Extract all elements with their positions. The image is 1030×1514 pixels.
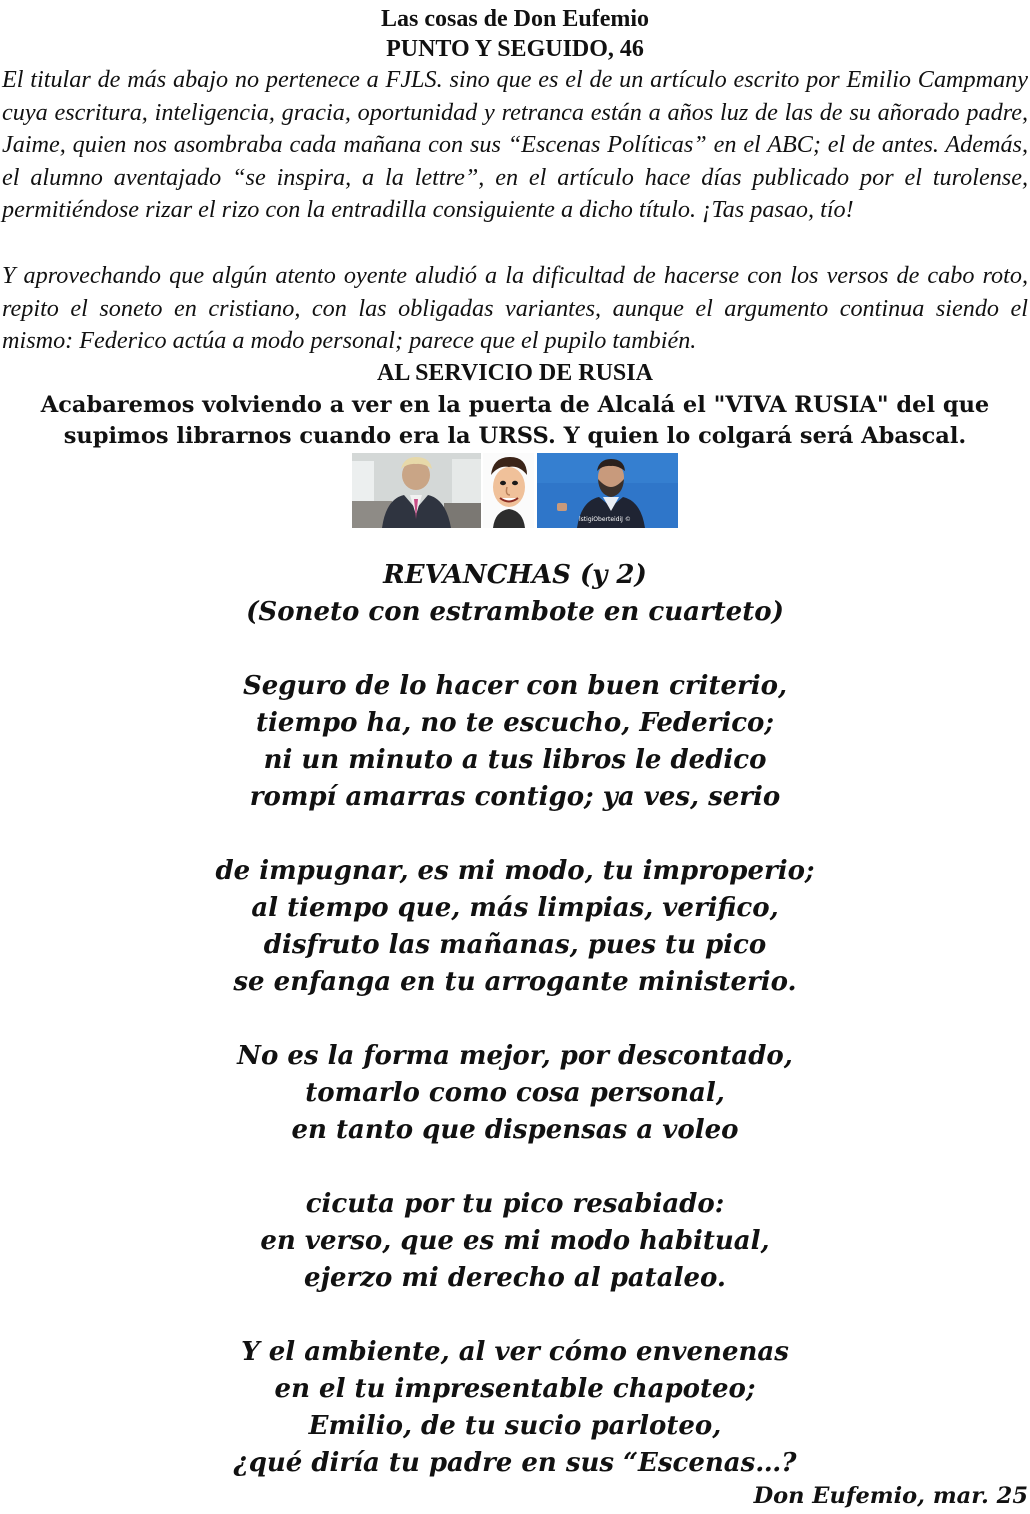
series-title: Las cosas de Don Eufemio [380, 6, 650, 32]
signature: Don Eufemio, mar. 25 [753, 1483, 1028, 1509]
verse: tomarlo como cosa personal, [305, 1078, 725, 1108]
verse: ejerzo mi derecho al pataleo. [304, 1263, 726, 1293]
photo-bearded-man [537, 453, 678, 528]
poem-title: REVANCHAS (y 2) [383, 560, 647, 590]
caricature-image [483, 453, 534, 528]
headline-subtitle: Acabaremos volviendo a ver en la puerta de Alcalá el "VIVA RUSIA" del que supimos librarnos cuando era la URSS. Y quien lo colgará será Abascal. [40, 392, 990, 449]
verse: se enfanga en tu arrogante ministerio. [233, 967, 797, 997]
poem-stanza-4 [0, 1186, 1030, 1297]
verse: en el tu impresentable chapoteo; [274, 1374, 756, 1404]
verse: de impugnar, es mi modo, tu improperio; [215, 856, 815, 886]
poem-stanza-1 [0, 668, 1030, 816]
verse: cicuta por tu pico resabiado: [305, 1189, 725, 1219]
intro-paragraph-1: El titular de más abajo no pertenece a FJLS. sino que es el de un artículo escrito por Emilio Campmany cuya escritura, inteligencia, gracia, oportunidad y retranca están a años luz de las de su añorado padre, Jaime, quien nos asombraba cada mañana con sus “Escenas Políticas” en el ABC; el de antes. Además, el alumno aventajado “se inspira, a la lettre”, en el artículo hace días publicado por el turolense, permitiéndose rizar el rizo con la entradilla consiguiente a dicho título. ¡Tas pasao, tío! [2, 66, 1028, 223]
verse: rompí amarras contigo; ya ves, serio [249, 782, 781, 812]
verse: Seguro de lo hacer con buen criterio, [242, 671, 788, 701]
poem-stanza-5 [0, 1334, 1030, 1482]
photo-man-in-suit-image [352, 453, 481, 528]
verse: ni un minuto a tus libros le dedico [263, 745, 767, 775]
verse: Y el ambiente, al ver cómo envenenas [241, 1337, 789, 1367]
verse: Emilio, de tu sucio parloteo, [308, 1411, 722, 1441]
verse: disfruto las mañanas, pues tu pico [263, 930, 767, 960]
verse: No es la forma mejor, por descontado, [237, 1041, 793, 1071]
photo-man-in-suit [352, 453, 481, 528]
verse: en verso, que es mi modo habitual, [260, 1226, 770, 1256]
verse: tiempo ha, no te escucho, Federico; [255, 708, 774, 738]
verse: ¿qué diría tu padre en sus “Escenas…? [233, 1448, 797, 1478]
photo-3-caption: lstigiOberteidiJ © [579, 516, 631, 523]
poem-subtitle: (Soneto con estrambote en cuarteto) [246, 597, 784, 627]
verse: al tiempo que, más limpias, verifico, [251, 893, 779, 923]
intro-paragraph-2: Y aprovechando que algún atento oyente aludió a la dificultad de hacerse con los versos de cabo roto, repito el soneto en cristiano, con las obligadas variantes, aunque el argumento continua siendo el mismo: Federico actúa a modo personal; parece que el pupilo también. [2, 262, 1028, 354]
photo-caricature [483, 453, 534, 528]
poem-stanza-3 [0, 1038, 1030, 1149]
issue-title: PUNTO Y SEGUIDO, 46 [386, 36, 644, 62]
headline-title: AL SERVICIO DE RUSIA [377, 360, 653, 386]
poem-stanza-2 [0, 853, 1030, 1001]
verse: en tanto que dispensas a voleo [291, 1115, 739, 1145]
